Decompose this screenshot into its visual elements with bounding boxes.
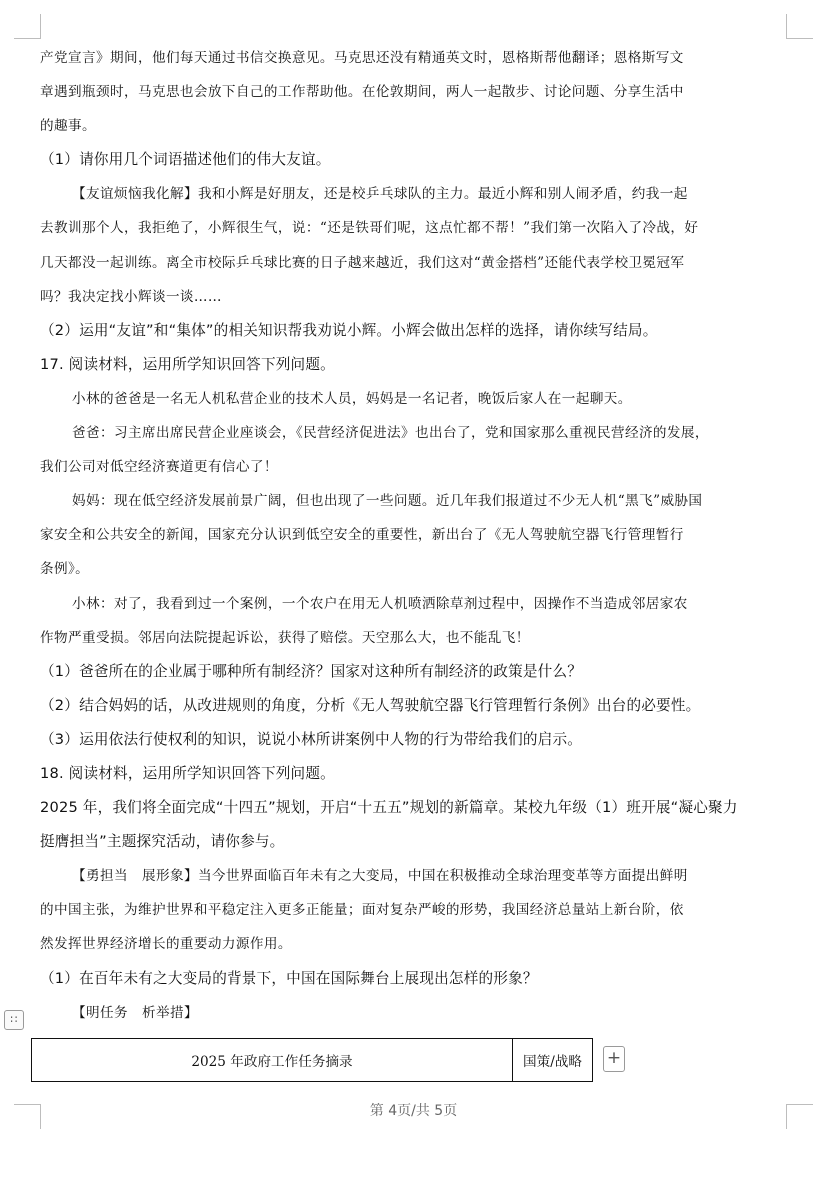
question-line: （1）在百年未有之大变局的背景下，中国在国际舞台上展现出怎样的形象？ [40, 969, 538, 987]
task-table [31, 1038, 593, 1082]
text-line: 吗？我决定找小辉谈一谈…… [40, 288, 222, 305]
text-line: 小林的爸爸是一名无人机私营企业的技术人员，妈妈是一名记者，晚饭后家人在一起聊天。 [72, 390, 632, 407]
text-line: 的中国主张，为维护世界和平稳定注入更多正能量；面对复杂严峻的形势，我国经济总量站上新台阶，依 [40, 902, 684, 919]
question-heading: 17. 阅读材料，运用所学知识回答下列问题。 [40, 355, 335, 373]
question-heading: 18. 阅读材料，运用所学知识回答下列问题。 [40, 764, 335, 782]
document-body [40, 41, 787, 1030]
text-line: 章遇到瓶颈时，马克思也会放下自己的工作帮助他。在伦敦期间，两人一起散步、讨论问题、分享生活中 [40, 84, 684, 101]
text-line: 的趣事。 [40, 118, 96, 135]
page-footer: 第 4页/共 5页 [369, 1103, 458, 1119]
table-header-cell[interactable]: 2025 年政府工作任务摘录 [32, 1039, 513, 1081]
text-line: 作物严重受损。邻居向法院提起诉讼，获得了赔偿。天空那么大，也不能乱飞！ [40, 629, 530, 646]
section-label: 【明任务 析举措】 [72, 1004, 198, 1021]
text-line: 挺膺担当”主题探究活动，请你参与。 [40, 833, 285, 851]
text-line: 然发挥世界经济增长的重要动力源作用。 [40, 936, 292, 953]
question-line: （3）运用依法行使权利的知识，说说小林所讲案例中人物的行为带给我们的启示。 [40, 730, 583, 748]
text-line: 小林：对了，我看到过一个案例，一个农户在用无人机喷洒除草剂过程中，因操作不当造成邻居家农 [72, 595, 688, 612]
text-line: 产党宣言》期间，他们每天通过书信交换意见。马克思还没有精通英文时，恩格斯帮他翻译；恩格斯写文 [40, 50, 684, 66]
question-line: （2）运用“友谊”和“集体”的相关知识帮我劝说小辉。小辉会做出怎样的选择，请你续写结局。 [40, 321, 658, 339]
table-move-handle-icon[interactable]: ∷ [4, 1010, 24, 1030]
text-line: 2025 年，我们将全面完成“十四五”规划，开启“十五五”规划的新篇章。某校九年级（1）班开展“凝心聚力 [40, 799, 738, 817]
question-line: （1）爸爸所在的企业属于哪种所有制经济？国家对这种所有制经济的政策是什么？ [40, 662, 583, 680]
text-line: 我们公司对低空经济赛道更有信心了！ [40, 459, 278, 476]
text-line: 爸爸：习主席出席民营企业座谈会，《民营经济促进法》也出台了，党和国家那么重视民营经济的发展， [72, 425, 709, 442]
text-line: 去教训那个人，我拒绝了，小辉很生气，说：“还是铁哥们呢，这点忙都不帮！”我们第一次陷入了冷战，好 [40, 220, 699, 237]
table-header-cell[interactable]: 国策/战略 [523, 1054, 582, 1070]
text-line: 条例》。 [40, 561, 90, 578]
text-line: 几天都没一起训练。离全市校际乒乓球比赛的日子越来越近，我们这对“黄金搭档”还能代表学校卫冕冠军 [40, 254, 685, 271]
text-line: 家安全和公共安全的新闻，国家充分认识到低空安全的重要性，新出台了《无人驾驶航空器飞行管理暂行 [40, 527, 684, 544]
text-line: 【友谊烦恼我化解】我和小辉是好朋友，还是校乒乓球队的主力。最近小辉和别人闹矛盾，约我一起 [72, 186, 688, 203]
question-line: （1）请你用几个词语描述他们的伟大友谊。 [40, 151, 331, 169]
crop-mark-top-left [14, 14, 41, 39]
text-line: 妈妈：现在低空经济发展前景广阔，但也出现了一些问题。近几年我们报道过不少无人机“黑飞”威胁国 [72, 493, 703, 510]
add-column-button[interactable]: + [603, 1046, 625, 1072]
text-line: 【勇担当 展形象】当今世界面临百年未有之大变局，中国在积极推动全球治理变革等方面提出鲜明 [72, 868, 688, 885]
question-line: （2）结合妈妈的话，从改进规则的角度，分析《无人驾驶航空器飞行管理暂行条例》出台的必要性。 [40, 696, 701, 714]
crop-mark-top-right [786, 14, 813, 39]
